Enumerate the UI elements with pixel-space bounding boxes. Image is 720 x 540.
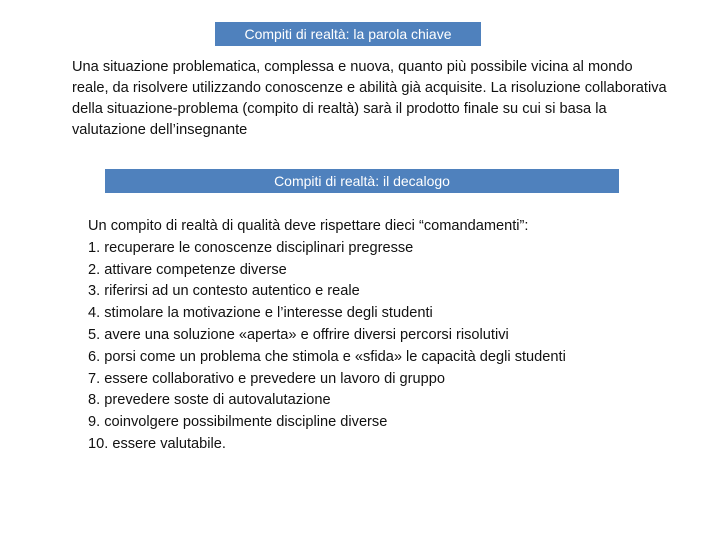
decalogue-list [88,216,668,456]
list-item: 6. porsi come un problema che stimola e «sfida» le capacità degli studenti [88,348,566,365]
list-item: 3. riferirsi ad un contesto autentico e reale [88,283,360,300]
list-item: 9. coinvolgere possibilmente discipline diverse [88,414,388,431]
section-title-keyword: Compiti di realtà: la parola chiave [215,22,481,46]
list-item: 8. prevedere soste di autovalutazione [88,392,331,409]
decalogue-intro: Un compito di realtà di qualità deve rispettare dieci “comandamenti”: [88,218,529,234]
definition-paragraph: Una situazione problematica, complessa e nuova, quanto più possibile vicina al mondo reale, da risolvere utilizzando conoscenze e abilità già acquisite. La risoluzione collaborativa della situazione-problema (compito di realtà) sarà il prodotto finale su cui si basa la valutazione dell’insegnante [72,59,667,138]
list-item: 10. essere valutabile. [88,435,226,452]
list-item: 1. recuperare le conoscenze disciplinari pregresse [88,239,414,256]
list-item: 4. stimolare la motivazione e l’interesse degli studenti [88,305,433,322]
list-item: 2. attivare competenze diverse [88,261,287,278]
list-item: 5. avere una soluzione «aperta» e offrire diversi percorsi risolutivi [88,326,509,343]
list-item: 7. essere collaborativo e prevedere un lavoro di gruppo [88,370,445,387]
section-title-decalogue: Compiti di realtà: il decalogo [105,169,619,193]
